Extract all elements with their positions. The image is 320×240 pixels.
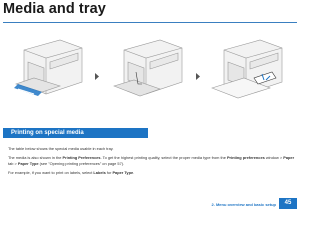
footer-chapter: 2. Menu overview and basic setup: [211, 202, 276, 207]
paragraph-media-line-2: tab > Paper Type (see "Opening printing preferences" on page 57).: [8, 161, 125, 166]
section-heading: Printing on special media: [3, 128, 148, 138]
arrow-right-icon: [95, 73, 99, 80]
printer-illustration-2: [110, 36, 190, 108]
printer-illustration-1: [8, 36, 88, 108]
printer-illustration-3: [210, 36, 296, 108]
page-title: Media and tray: [3, 1, 106, 17]
paragraph-example: For example, if you want to print on labels, select Labels for Paper Type.: [8, 170, 135, 175]
paragraph-media-line-1: The media is also shown in the Printing Preferences. To get the highest printing quality, select the proper media type from the Printing preferences window > Paper: [8, 155, 295, 160]
paragraph-intro: The table below shows the special media usable in each tray.: [8, 146, 114, 151]
arrow-right-icon: [196, 73, 200, 80]
page-number-badge: 45: [279, 198, 297, 209]
title-divider: [3, 22, 297, 23]
